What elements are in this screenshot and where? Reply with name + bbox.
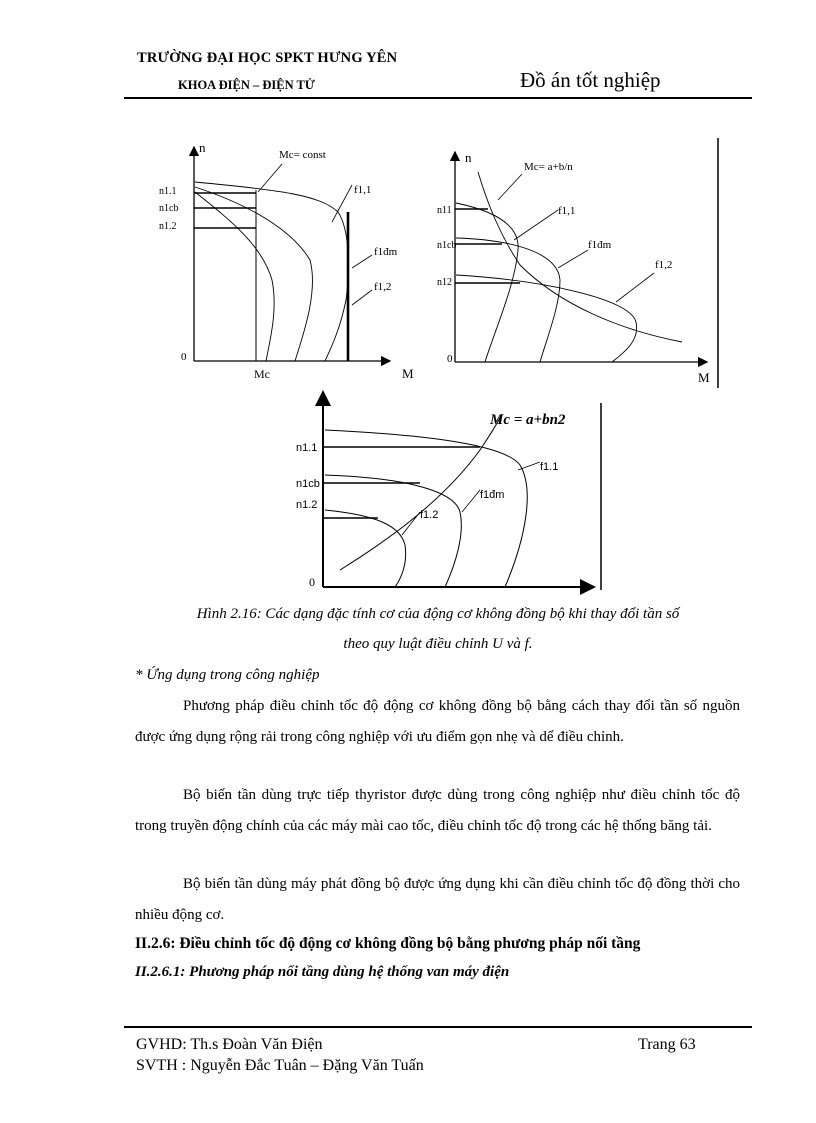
chart-a-load-label: Mc= const — [279, 149, 326, 161]
chart-a-curve-path-2 — [195, 187, 312, 361]
chart-b-curve-f1dm: f1đm — [588, 239, 612, 251]
heading-applications: * Ứng dụng trong công nghiệp — [135, 667, 320, 683]
chart-a-tick-n11: n1.1 — [159, 186, 177, 197]
chart-b-leader-4 — [616, 273, 654, 302]
section-heading: II.2.6: Điều chỉnh tốc độ động cơ không đồng bộ bằng phương pháp nối tầng — [135, 935, 641, 952]
chart-a-origin: 0 — [181, 351, 187, 363]
chart-c — [296, 392, 601, 590]
chart-c-load-label: Mc = a+bn2 — [490, 412, 566, 428]
chart-a-curve-path-3 — [195, 192, 274, 361]
chart-b-curve-path-3 — [456, 275, 637, 362]
chart-b-label-n: n — [465, 150, 472, 165]
chart-a-curve-f12: f1,2 — [374, 281, 392, 293]
chart-c-tick-n1cb: n1cb — [296, 478, 320, 490]
chart-b-origin: 0 — [447, 353, 453, 365]
chart-c-curve-path-2 — [325, 475, 461, 587]
chart-b-tick-n12: n12 — [437, 277, 452, 288]
footer-page-number: Trang 63 — [638, 1036, 696, 1053]
chart-a-curve-f11: f1,1 — [354, 184, 372, 196]
chart-a — [159, 140, 414, 381]
chart-c-origin: 0 — [309, 575, 315, 589]
figure-caption-line1: Hình 2.16: Các dạng đặc tính cơ của động cơ không đồng bộ khi thay đổi tần số — [196, 606, 680, 622]
header-doc-title: Đồ án tốt nghiệp — [520, 68, 661, 92]
chart-a-curve-f1dm: f1đm — [374, 246, 398, 258]
chart-a-tick-n12: n1.2 — [159, 221, 177, 232]
chart-c-tick-n11: n1.1 — [296, 442, 318, 454]
chart-b-curve-path-2 — [456, 238, 560, 362]
chart-b-tick-n11: n11 — [437, 205, 452, 216]
chart-a-tick-mc: Mc — [254, 367, 270, 381]
paragraph-3: Bộ biến tần dùng máy phát đồng bộ được ứng dụng khi cần điều chỉnh tốc độ đồng thời cho nhiều động cơ. — [135, 876, 740, 923]
chart-b-load-curve — [478, 172, 682, 342]
chart-b-tick-n1cb: n1cb — [437, 240, 457, 251]
paragraph-2: Bộ biến tần dùng trực tiếp thyristor được dùng trong công nghiệp như điều chỉnh tốc độ trong truyền động chính của các máy mài cao tốc, điều chỉnh tốc độ trong các hệ thống băng tải. — [135, 787, 740, 834]
chart-b-leader-1 — [498, 174, 522, 200]
figure-caption-line2: theo quy luật điều chỉnh U và f. — [343, 636, 533, 652]
chart-a-label-n: n — [199, 140, 206, 155]
chart-a-label-m: M — [402, 366, 414, 381]
chart-a-tick-n1cb: n1cb — [159, 203, 179, 214]
chart-c-curve-f12: f1.2 — [420, 509, 439, 521]
chart-a-leader-4 — [352, 290, 372, 305]
header-faculty: KHOA ĐIỆN – ĐIỆN TỬ — [178, 78, 315, 92]
chart-a-leader-3 — [352, 255, 372, 268]
chart-a-leader-2 — [258, 164, 282, 192]
chart-b-load-label: Mc= a+b/n — [524, 161, 573, 173]
subsection-heading: II.2.6.1: Phương pháp nối tầng dùng hệ thống van máy điện — [135, 964, 510, 980]
footer-advisor: GVHD: Th.s Đoàn Văn Điện — [136, 1036, 323, 1053]
chart-b-curve-f12: f1,2 — [655, 259, 673, 271]
chart-c-leader-2 — [462, 490, 480, 512]
chart-c-leader-1 — [518, 462, 540, 470]
chart-a-curve-path-1 — [195, 182, 348, 361]
chart-b-leader-3 — [558, 250, 588, 268]
chart-c-curve-f1dm: f1đm — [480, 489, 505, 501]
chart-c-curve-path-3 — [325, 510, 406, 587]
chart-b-label-m: M — [698, 370, 710, 385]
paragraph-1: Phương pháp điều chỉnh tốc độ động cơ không đồng bộ bằng cách thay đổi tần số nguồn được ứng dụng rộng rải trong công nghiệp với ưu điểm gọn nhẹ và dể điều chỉnh. — [135, 698, 740, 745]
chart-c-curve-f11: f1.1 — [540, 461, 559, 473]
header-school: TRƯỜNG ĐẠI HỌC SPKT HƯNG YÊN — [137, 50, 398, 66]
footer-rule — [124, 1026, 752, 1028]
chart-c-tick-n12: n1.2 — [296, 499, 318, 511]
chart-c-leader-3 — [402, 512, 420, 535]
chart-b — [437, 138, 718, 388]
chart-b-curve-f11: f1,1 — [558, 205, 576, 217]
chart-b-leader-2 — [514, 210, 558, 240]
footer-students: SVTH : Nguyễn Đắc Tuân – Đặng Văn Tuấn — [136, 1057, 424, 1074]
